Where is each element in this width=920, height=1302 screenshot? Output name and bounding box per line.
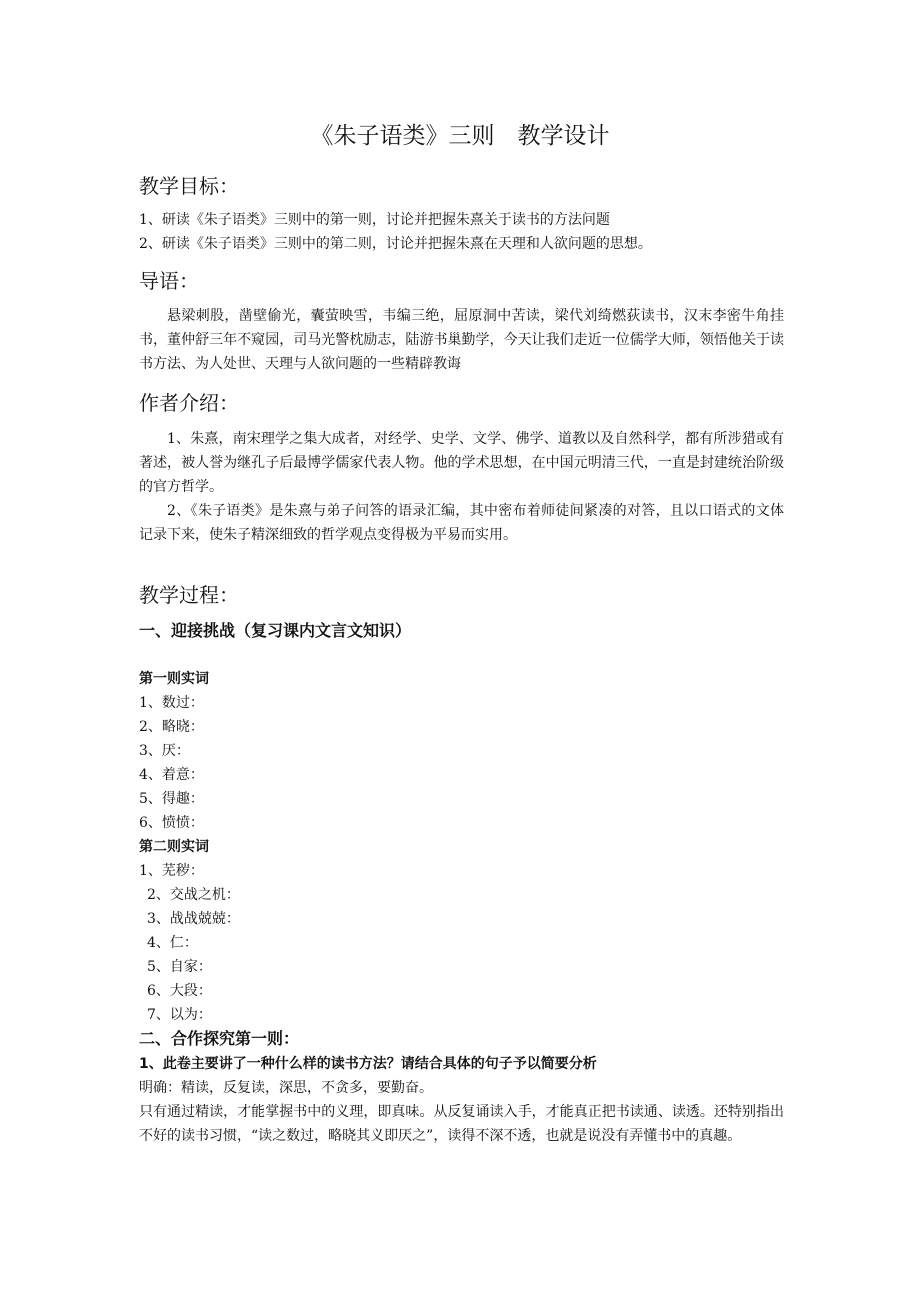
list-item: 5、自家： — [147, 959, 212, 975]
list-item: 6、愤愤： — [139, 815, 204, 831]
author-paragraph-2: 2、《朱子语类》是朱熹与弟子问答的语录汇编，其中密布着师徒间紧凑的对答，且以口语式的文体记录下来，使朱子精深细致的哲学观点变得极为平易而实用。 — [139, 503, 784, 543]
process-heading: 教学过程： — [139, 583, 239, 607]
objective-item-2: 2、研读《朱子语类》三则中的第二则，讨论并把握朱熹在天理和人欲问题的思想。 — [139, 236, 652, 252]
list-item: 3、厌： — [139, 743, 190, 759]
author-paragraph-1: 1、朱熹，南宋理学之集大成者，对经学、史学、文学、佛学、道教以及自然科学，都有所涉猎或有著述，被人誉为继孔子后最博学儒家代表人物。他的学术思想，在中国元明清三代，一直是封建统治阶级的官方哲学。 — [139, 431, 784, 495]
section1-heading: 一、迎接挑战（复习课内文言文知识） — [139, 621, 412, 640]
section2-question: 1、此卷主要讲了一种什么样的读书方法？请结合具体的句子予以简要分析 — [139, 1056, 597, 1072]
section2-analysis: 只有通过精读，才能掌握书中的义理，即真味。从反复诵读入手，才能真正把书读通、读透。还特别指出不好的读书习惯，“读之数过，略晓其义即厌之”，读得不深不透，也就是说没有弄懂书中的真趣。 — [139, 1104, 784, 1144]
list-item: 1、数过： — [139, 695, 204, 711]
list-item: 7、以为： — [147, 1007, 212, 1023]
section2-answer: 明确：精读，反复读，深思，不贪多，要勤奋。 — [139, 1080, 433, 1096]
list-item: 2、交战之机： — [147, 887, 240, 903]
intro-paragraph: 悬梁刺股，凿壁偷光，囊萤映雪，韦编三绝，屈原洞中苦读，梁代刘绮燃荻读书，汉末李密牛角挂书，董仲舒三年不窥园，司马光警枕励志，陆游书巢勤学，今天让我们走近一位儒学大师，领悟他关于读书方法、为人处世、天理与人欲问题的一些精辟教诲 — [139, 308, 784, 372]
group2-heading: 第二则实词 — [139, 839, 209, 855]
intro-heading: 导语： — [139, 269, 199, 293]
list-item: 5、得趣： — [139, 791, 204, 807]
list-item: 2、略晓： — [139, 719, 204, 735]
list-item: 4、着意： — [139, 767, 204, 783]
group2-list — [139, 859, 240, 1027]
group1-list — [139, 691, 204, 835]
objective-item-1: 1、研读《朱子语类》三则中的第一则，讨论并把握朱熹关于读书的方法问题 — [139, 212, 610, 228]
list-item: 6、大段： — [147, 983, 212, 999]
section2-heading: 二、合作探究第一则： — [139, 1029, 300, 1048]
objectives-heading: 教学目标： — [139, 174, 239, 198]
list-item: 4、仁： — [147, 935, 198, 951]
author-heading: 作者介绍： — [139, 391, 239, 415]
list-item: 1、芜秽： — [139, 863, 204, 879]
document-title: 《朱子语类》三则 教学设计 — [310, 123, 610, 149]
group1-heading: 第一则实词 — [139, 671, 209, 687]
list-item: 3、战战兢兢： — [147, 911, 240, 927]
